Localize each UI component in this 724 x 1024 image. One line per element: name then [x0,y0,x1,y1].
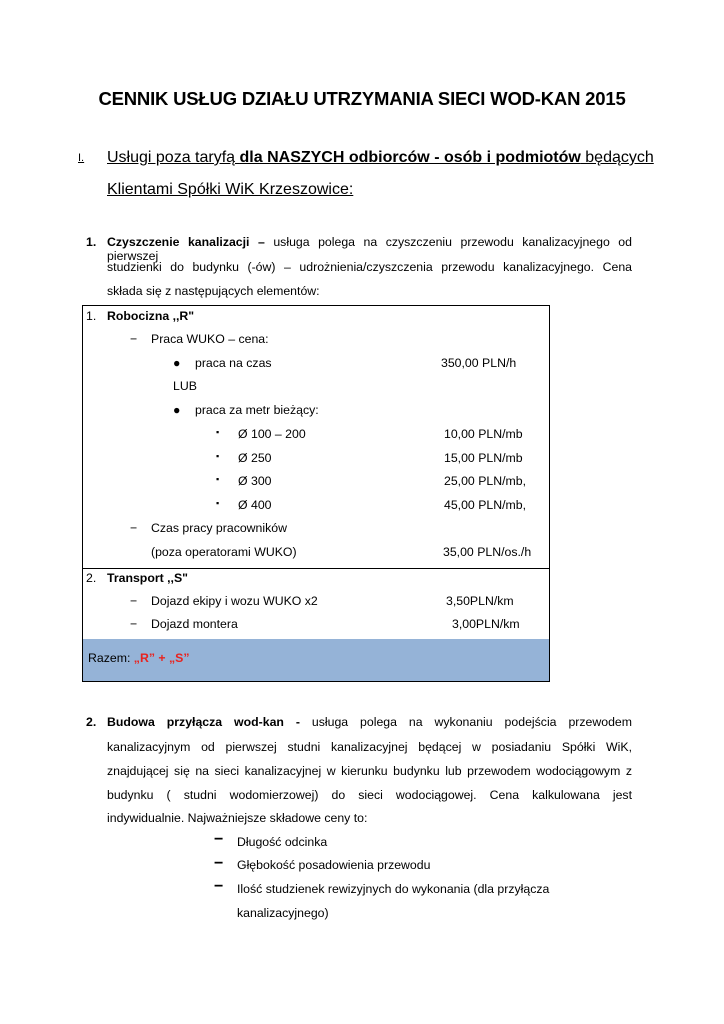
diameter-price: 25,00 PLN/mb, [444,474,527,488]
dash-icon: − [214,855,224,872]
dash-icon: − [130,332,138,346]
dojazd-montera-price: 3,00PLN/km [452,617,520,631]
section-heading-plain: Usługi poza taryfą [107,149,240,166]
diameter-label: Ø 300 [238,474,272,488]
table-divider [82,568,550,569]
item2-line1 [107,715,632,729]
bullet-icon: ● [173,403,181,417]
praca-na-czas-label: praca na czas [195,356,272,370]
praca-wuko-label: Praca WUKO – cena: [151,332,269,346]
component-item: Długość odcinka [237,835,328,849]
item1-line1-text: usługa polega na czyszczeniu przewodu kanalizacyjnego od pierwszej [107,235,632,263]
item1-title: Czyszczenie kanalizacji – [107,235,265,249]
square-bullet-icon: ▪ [216,498,220,508]
item1-number: 1. [86,235,97,249]
item1-line2: studzienki do budynku (-ów) – udrożnienia/czyszczenia przewodu kanalizacyjnego. Cena [107,260,632,274]
section-heading-end: będących [580,149,654,166]
diameter-label: Ø 400 [238,498,272,512]
dash-icon: − [130,594,138,608]
item1-line3: składa się z następujących elementów: [107,284,320,298]
item2-line4: budynku ( studni wodomierzowej) do sieci wodociągowej. Cena kalkulowana jest [107,788,632,802]
razem-summary [88,651,190,665]
dash-icon: − [214,878,224,895]
dojazd-ekipy-price: 3,50PLN/km [446,594,514,608]
dojazd-montera-label: Dojazd montera [151,617,238,631]
diameter-label: Ø 100 – 200 [238,427,306,441]
dash-icon: − [130,617,138,631]
section-heading-line2: Klientami Spółki WiK Krzeszowice: [107,181,354,198]
praca-za-metr-label: praca za metr bieżący: [195,403,319,417]
component-item-continued: kanalizacyjnego) [237,906,329,920]
section-number: I. [78,152,85,164]
section-heading-bold: dla NASZYCH odbiorców - osób i podmiotów [239,149,581,166]
diameter-price: 45,00 PLN/mb, [444,498,527,512]
dojazd-ekipy-label: Dojazd ekipy i wozu WUKO x2 [151,594,318,608]
diameter-price: 10,00 PLN/mb [444,427,523,441]
item1-line1 [107,235,632,263]
dash-icon: − [130,521,138,535]
square-bullet-icon: ▪ [216,451,220,461]
item2-line2: kanalizacyjnym od pierwszej studni kanalizacyjnej będącej w posiadaniu Spółki WiK, [107,740,632,754]
section-heading-line1 [107,149,654,167]
component-item: Ilość studzienek rewizyjnych do wykonania (dla przyłącza [237,882,550,896]
square-bullet-icon: ▪ [216,474,220,484]
razem-label: Razem: [88,651,134,665]
square-bullet-icon: ▪ [216,427,220,437]
component-item: Głębokość posadowienia przewodu [237,858,431,872]
item2-line1-text: usługa polega na wykonaniu podejścia przewodem [311,715,633,729]
czas-pracy-price: 35,00 PLN/os./h [443,545,532,559]
dash-icon: − [214,831,224,848]
item2-line5: indywidualnie. Najważniejsze składowe ceny to: [107,811,368,825]
robocizna-label: Robocizna ,,R" [107,309,195,323]
poza-operatorami-label: (poza operatorami WUKO) [151,545,297,559]
diameter-price: 15,00 PLN/mb [444,451,523,465]
razem-value: „R” + „S” [133,651,190,665]
czas-pracy-label: Czas pracy pracowników [151,521,287,535]
transport-label: Transport ,,S" [107,571,188,585]
item2-title: Budowa przyłącza wod-kan - [107,715,300,729]
bullet-icon: ● [173,356,181,370]
diameter-label: Ø 250 [238,451,272,465]
robocizna-number: 1. [86,309,97,323]
page-title: CENNIK USŁUG DZIAŁU UTRZYMANIA SIECI WOD-KAN 2015 [98,88,626,109]
item2-number: 2. [86,715,97,729]
lub-label: LUB [173,379,197,393]
transport-number: 2. [86,571,97,585]
praca-na-czas-price: 350,00 PLN/h [441,356,517,370]
item2-line3: znajdującej się na sieci kanalizacyjnej w kierunku budynku lub przewodem wodociągowym z [107,764,632,778]
